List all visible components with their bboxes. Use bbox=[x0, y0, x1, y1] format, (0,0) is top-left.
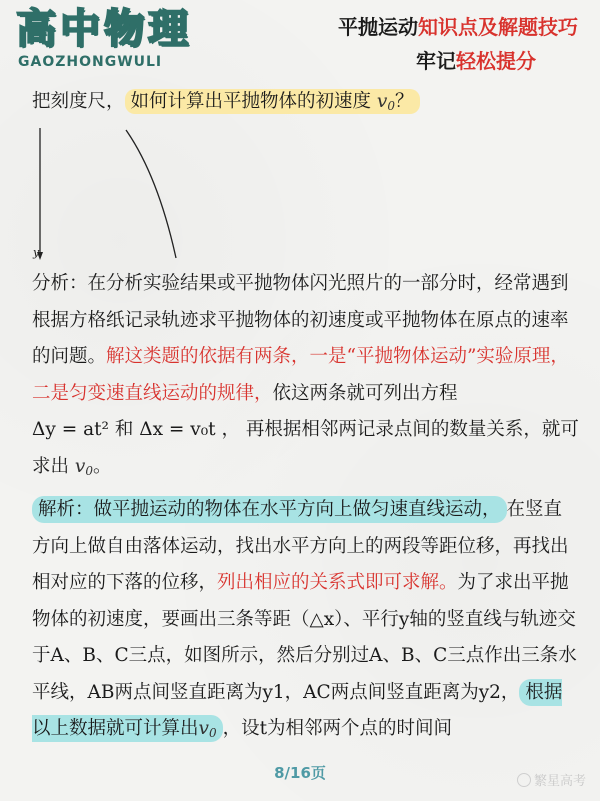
solution-highlight-2-text: 根据以上数据就可计算出 bbox=[32, 681, 563, 739]
watermark bbox=[517, 770, 586, 789]
topic-title-red: 知识点及解题技巧 bbox=[418, 15, 578, 39]
watermark-icon bbox=[517, 773, 531, 787]
v0-letter-solution: v bbox=[198, 718, 209, 739]
solution-text-2: 为了求出平抛物体的初速度，要画出三条等距（△x）、平行y轴的竖直线与轨迹交于A、B、C三点，如图所示，然后分别过A、B、C三点作出三条水平线，AB两点间竖直距离为y1，AC两点间竖直距离为y2， bbox=[32, 572, 577, 703]
analysis-end: 。 bbox=[93, 455, 112, 477]
topic-title-dark: 平抛运动 bbox=[338, 15, 418, 39]
logo-title: 高中物理 bbox=[16, 6, 192, 52]
y-axis-label: y bbox=[33, 246, 40, 259]
analysis-text-1: 在分析实验结果或平抛物体闪光照片的一部分时，经常遇到根据方格纸记录轨迹求平抛物体的初速度或平抛物体在原点的速率的问题。 bbox=[32, 273, 569, 367]
watermark-text: 繁星高考 bbox=[533, 774, 586, 789]
analysis-red-text: 解这类题的依据有两条，一是“平抛物体运动”实验原理，二是匀变速直线运动的规律， bbox=[32, 346, 569, 404]
logo bbox=[16, 6, 192, 70]
trajectory-figure bbox=[30, 124, 190, 264]
question-highlight bbox=[125, 89, 420, 114]
question-prefix: 把刻度尺， bbox=[32, 91, 125, 112]
logo-subtitle: GAOZHONGWULI bbox=[18, 54, 163, 70]
solution-highlight: 解析：做平抛运动的物体在水平方向上做匀速直线运动， bbox=[32, 496, 507, 523]
topic-line2-dark: 牢记 bbox=[416, 49, 456, 73]
solution-red-text: 列出相应的关系式即可求解。 bbox=[217, 572, 458, 593]
analysis-text-3: 再根据相邻两记录点间的数量关系，就可求出 bbox=[32, 419, 579, 477]
solution-paragraph bbox=[32, 492, 580, 752]
topic-heading bbox=[338, 12, 578, 76]
question-suffix: ？ bbox=[395, 91, 414, 112]
v0-subscript: 0 bbox=[387, 99, 396, 113]
v0-symbol-solution bbox=[199, 718, 217, 739]
solution-text-1: 在竖直方向上做自由落体运动，找出水平方向上的两段等距位移，再找出相对应的下落的位移， bbox=[32, 499, 569, 593]
analysis-label: 分析： bbox=[32, 273, 88, 294]
analysis-equation: Δy = at² 和 Δx = v₀t ， bbox=[32, 419, 240, 440]
v0-symbol bbox=[377, 91, 395, 112]
trajectory-diagram bbox=[30, 124, 190, 264]
v0-letter-end: v bbox=[74, 455, 86, 477]
v0-symbol-end bbox=[75, 456, 93, 477]
v0-letter: v bbox=[376, 91, 388, 112]
page-number: 8/16页 bbox=[274, 764, 326, 782]
analysis-text-2: 依这两条就可列出方程 bbox=[272, 382, 458, 404]
question-block bbox=[32, 84, 580, 120]
trajectory-curve bbox=[126, 130, 176, 258]
analysis-paragraph bbox=[32, 266, 580, 489]
question-highlight-text: 如何计算出平抛物体的初速度 bbox=[130, 91, 372, 112]
topic-line2-red: 轻松提分 bbox=[456, 49, 536, 73]
solution-text-3: ，设t为相邻两个点的时间间 bbox=[222, 718, 453, 739]
question-line bbox=[32, 84, 580, 120]
v0-subscript-end: 0 bbox=[85, 463, 93, 478]
v0-subscript-solution: 0 bbox=[208, 726, 217, 740]
